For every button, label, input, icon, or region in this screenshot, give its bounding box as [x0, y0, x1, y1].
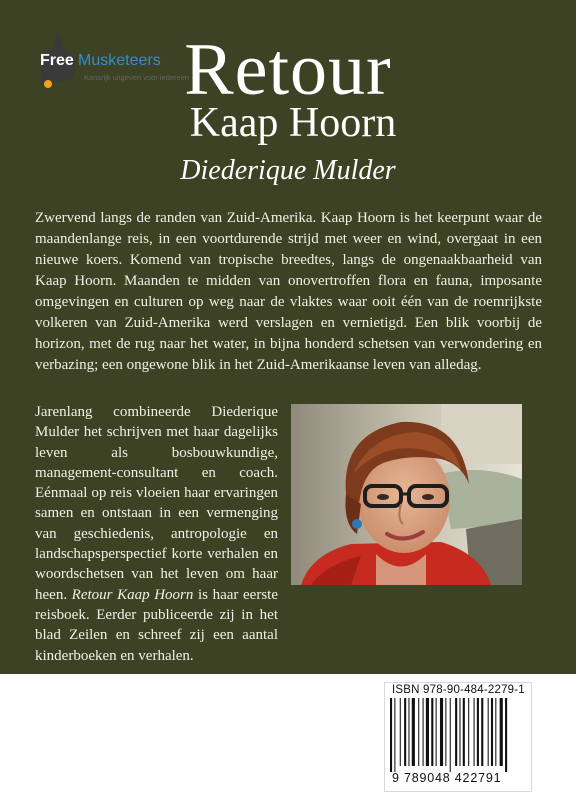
book-title-line2: Kaap Hoorn — [189, 100, 397, 146]
barcode-digits: 9 789048 422791 — [392, 771, 502, 785]
isbn-label: ISBN 978-90-484-2279-1 — [392, 684, 525, 696]
publisher-name-part1: Free — [40, 52, 74, 69]
blurb-text: Zwervend langs de randen van Zuid-Amerika. Kaap Hoorn is het keerpunt waar de maandenlange reis, in een voortdurende strijd met weer en wind, overgaat in een nieuwe koers. Komend van tropische breedtes, langs de ongenaakbaarheid van Kaap Hoorn. Maanden te midden van onovertroffen flora en fauna, imposante omgevingen en culturen op weg naar de vlaktes waar ooit één van de roemrijkste volkeren van Zuid-Amerika werd verslagen en vernietigd. Een blik voorbij de horizon, met de rug naar het water, in bijna honderd schetsen van verwondering en verbazing; een ongewone blik in het Zuid-Amerikaanse leven van alledag. — [35, 210, 542, 373]
bio-text-part2: is haar eerste reisboek. Eerder publiceerde zij in het blad Zeilen en schreef zij een aantal kinderboeken en verhalen. — [35, 586, 278, 664]
author-name: Diederique Mulder — [180, 155, 396, 186]
book-title-line1: Retour — [184, 29, 392, 111]
bio-text-part1: Jarenlang combineerde Diederique Mulder het schrijven met haar dagelijks leven als bosbouwkundige, management-consultant en coach. Eénmaal op reis vloeien haar ervaringen samen en ontstaan in een vermenging van geschiedenis, antropologie en landschapsperspectief korte verhalen en woordschetsen van het leven om haar heen. — [35, 404, 278, 603]
barcode-icon — [386, 698, 530, 772]
author-bio — [35, 402, 278, 666]
publisher-tagline: Kansrijk uitgeven voor iedereen — [84, 73, 190, 82]
bio-book-title: Retour Kaap Hoorn — [71, 586, 194, 603]
publisher-name-part2: Musketeers — [78, 52, 161, 69]
author-portrait-icon — [291, 404, 522, 585]
author-photo — [291, 404, 522, 585]
